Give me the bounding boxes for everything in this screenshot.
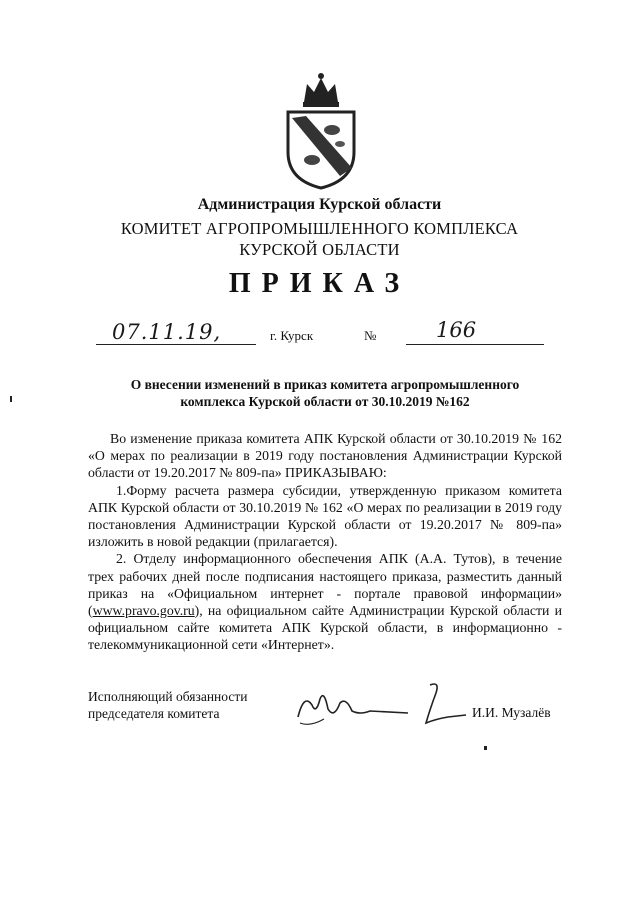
scan-mark: [10, 396, 12, 402]
document-type-title: ПРИКАЗ: [228, 268, 411, 299]
committee-name-line1: КОМИТЕТ АГРОПРОМЫШЛЕННОГО КОМПЛЕКСА: [120, 219, 519, 238]
administration-title: Администрация Курской области: [197, 196, 442, 213]
item-2-text-end: ), на официальном сайте Администрации Курской области и официальном сайте комитета АПК Курской области, в информационно - телекоммуникационной сети «Интернет».: [88, 603, 562, 653]
item-2-paragraph: [88, 550, 562, 653]
scan-mark: [484, 746, 487, 750]
committee-name-line2: КУРСКОЙ ОБЛАСТИ: [239, 240, 400, 259]
handwritten-number: 166: [436, 318, 477, 342]
date-underline: [96, 344, 256, 345]
city-label: г. Курск: [270, 328, 314, 343]
number-sign: №: [364, 328, 377, 343]
order-subject-line1: О внесении изменений в приказ комитета агропромышленного: [130, 377, 520, 392]
committee-name: [0, 218, 639, 260]
intro-paragraph: Во изменение приказа комитета АПК Курской области от 30.10.2019 № 162 «О мерах по реализации в 2019 году постановления Администрации Курской области от 19.20.2017 № 809-па» ПРИКАЗЫВАЮ:: [88, 431, 562, 481]
signatory-position-line1: Исполняющий обязанности: [88, 689, 248, 704]
order-body: [88, 430, 562, 654]
pravo-link[interactable]: www.pravo.gov.ru: [92, 603, 195, 619]
item-2-text-start: 2. Отделу информационного обеспечения АПК (А.А. Тутов), в течение трех рабочих дней после подписания настоящего приказа, разместить данный приказ на «Официальном интернет - портале правовой информации» (: [88, 551, 562, 619]
signatory-position: [88, 688, 247, 722]
signatory-position-line2: председателя комитета: [88, 706, 220, 721]
handwritten-signature: [290, 675, 470, 735]
handwritten-date: 07.11.19,: [112, 320, 222, 344]
number-underline: [406, 344, 544, 345]
kursk-coat-of-arms-icon: [276, 72, 366, 190]
item-1-paragraph: 1.Форму расчета размера субсидии, утвержденную приказом комитета АПК Курской области от 30.10.2019 № 162 «О мерах по реализации в 2019 году постановления Администрации Курской области от 19.20.2017 № 809-па» изложить в новой редакции (прилагается).: [88, 482, 562, 550]
order-subject: [100, 376, 550, 410]
order-subject-line2: комплекса Курской области от 30.10.2019 №162: [180, 394, 470, 409]
signatory-name: И.И. Музалёв: [472, 705, 551, 720]
